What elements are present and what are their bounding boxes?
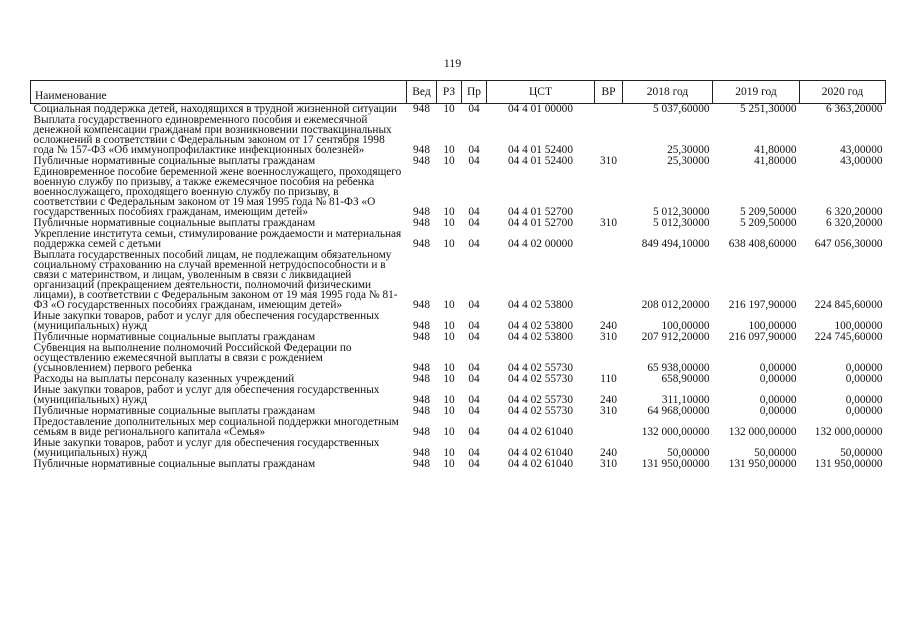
- row-value-2020: 224 745,60000: [814, 331, 883, 343]
- row-pr: 04: [468, 144, 480, 156]
- row-value-2019: 216 097,90000: [728, 331, 797, 343]
- row-value-2020: 131 950,00000: [814, 458, 883, 470]
- row-name: Выплата государственных пособий лицам, не подлежащим обязательному социальному страхованию на случай временной нетрудоспособности и в связи с материнством, и лицам, уволенным в связи с ликвидацией организаций (прекращением деятельности, полномочий физическими лицами), в соответствии с Федеральным законом от 19 мая 1995 года № 81-ФЗ «О государственных пособиях гражданам, имеющим детей»: [33, 249, 398, 311]
- header-cst: ЦСТ: [487, 81, 595, 104]
- row-vr: [595, 343, 623, 374]
- row-vr: 310: [600, 217, 617, 229]
- row-pr: 04: [468, 155, 480, 167]
- row-cst: 04 4 01 00000: [508, 103, 573, 115]
- row-value-2019: 5 251,30000: [740, 103, 797, 115]
- header-2018: 2018 год: [623, 81, 713, 104]
- row-vr: [595, 229, 623, 250]
- row-vr: 310: [600, 458, 617, 470]
- row-pr: 04: [468, 320, 480, 332]
- row-cst: 04 4 02 53800: [508, 320, 573, 332]
- row-vr: 110: [600, 373, 617, 385]
- row-value-2019: 100,00000: [748, 320, 797, 332]
- row-name: Публичные нормативные социальные выплаты гражданам: [33, 331, 316, 343]
- row-value-2020: 132 000,00000: [814, 426, 883, 438]
- row-cst: 04 4 02 55730: [508, 373, 573, 385]
- row-ved: 948: [413, 405, 430, 417]
- row-pr: 04: [468, 426, 480, 438]
- row-rz: 10: [443, 299, 455, 311]
- row-pr: 04: [468, 299, 480, 311]
- header-rz: РЗ: [437, 81, 462, 104]
- row-rz: 10: [443, 320, 455, 332]
- row-value-2019: 5 209,50000: [740, 217, 797, 229]
- row-pr: 04: [468, 238, 480, 250]
- row-value-2018: 132 000,00000: [641, 426, 710, 438]
- row-rz: 10: [443, 331, 455, 343]
- budget-table: [30, 80, 886, 470]
- row-cst: 04 4 02 61040: [508, 458, 573, 470]
- header-name: Наименование: [31, 81, 407, 104]
- row-vr: 240: [600, 447, 617, 459]
- row-vr: [595, 250, 623, 311]
- row-vr: [595, 167, 623, 218]
- row-value-2019: 0,00000: [759, 373, 797, 385]
- row-rz: 10: [443, 394, 455, 406]
- table-row: [31, 250, 886, 311]
- row-value-2020: 100,00000: [834, 320, 883, 332]
- row-cst: 04 4 02 55730: [508, 362, 573, 374]
- row-cst: 04 4 02 55730: [508, 405, 573, 417]
- row-name: Публичные нормативные социальные выплаты гражданам: [33, 458, 316, 470]
- row-vr: [595, 104, 623, 116]
- row-ved: 948: [413, 362, 430, 374]
- header-pr: Пр: [462, 81, 487, 104]
- table-row: [31, 343, 886, 374]
- row-value-2019: 50,00000: [754, 447, 797, 459]
- row-value-2019: 0,00000: [759, 362, 797, 374]
- row-value-2020: 6 320,20000: [826, 217, 883, 229]
- row-pr: 04: [468, 103, 480, 115]
- page-number: 119: [443, 56, 462, 70]
- row-name: Публичные нормативные социальные выплаты гражданам: [33, 405, 316, 417]
- row-cst: 04 4 02 61040: [508, 447, 573, 459]
- row-ved: 948: [413, 238, 430, 250]
- row-value-2019: 0,00000: [759, 405, 797, 417]
- row-name: Иные закупки товаров, работ и услуг для обеспечения государственных (муниципальных) нужд: [33, 437, 380, 459]
- row-value-2018: 311,10000: [661, 394, 710, 406]
- row-ved: 948: [413, 331, 430, 343]
- table-body: [31, 104, 886, 471]
- row-value-2019: 0,00000: [759, 394, 797, 406]
- row-rz: 10: [443, 217, 455, 229]
- row-pr: 04: [468, 217, 480, 229]
- row-value-2018: 5 012,30000: [653, 217, 710, 229]
- table-row: [31, 438, 886, 459]
- row-rz: 10: [443, 238, 455, 250]
- table-row: [31, 311, 886, 332]
- row-ved: 948: [413, 206, 430, 218]
- row-value-2018: 100,00000: [661, 320, 710, 332]
- table-row: [31, 385, 886, 406]
- row-vr: [595, 115, 623, 156]
- row-name: Публичные нормативные социальные выплаты гражданам: [33, 155, 316, 167]
- header-vr: ВР: [595, 81, 623, 104]
- row-rz: 10: [443, 144, 455, 156]
- row-value-2019: 41,80000: [754, 155, 797, 167]
- row-pr: 04: [468, 206, 480, 218]
- row-ved: 948: [413, 103, 430, 115]
- row-rz: 10: [443, 458, 455, 470]
- row-cst: 04 4 02 61040: [508, 426, 573, 438]
- header-2020: 2020 год: [800, 81, 886, 104]
- row-name: Расходы на выплаты персоналу казенных учреждений: [33, 373, 295, 385]
- table-row: [31, 459, 886, 470]
- row-name: Социальная поддержка детей, находящихся в трудной жизненной ситуации: [33, 103, 397, 115]
- row-cst: 04 4 01 52700: [508, 217, 573, 229]
- row-value-2018: 25,30000: [667, 144, 710, 156]
- row-name: Иные закупки товаров, работ и услуг для обеспечения государственных (муниципальных) нужд: [33, 310, 380, 332]
- row-ved: 948: [413, 320, 430, 332]
- row-value-2018: 65 938,00000: [647, 362, 710, 374]
- row-name: Предоставление дополнительных мер социальной поддержки многодетным семьям в виде регионального капитала «Семья»: [33, 416, 399, 438]
- row-value-2019: 131 950,00000: [728, 458, 797, 470]
- row-value-2018: 5 012,30000: [653, 206, 710, 218]
- row-value-2019: 132 000,00000: [728, 426, 797, 438]
- table-row: [31, 229, 886, 250]
- row-cst: 04 4 02 53800: [508, 331, 573, 343]
- table-row: [31, 417, 886, 438]
- row-value-2020: 6 363,20000: [826, 103, 883, 115]
- row-value-2020: 0,00000: [845, 405, 883, 417]
- row-rz: 10: [443, 206, 455, 218]
- row-cst: 04 4 01 52400: [508, 144, 573, 156]
- row-cst: 04 4 02 53800: [508, 299, 573, 311]
- row-value-2019: 5 209,50000: [740, 206, 797, 218]
- row-value-2018: 50,00000: [667, 447, 710, 459]
- table-row: [31, 115, 886, 156]
- row-value-2018: 64 968,00000: [647, 405, 710, 417]
- row-vr: [595, 417, 623, 438]
- row-vr: 310: [600, 405, 617, 417]
- row-rz: 10: [443, 155, 455, 167]
- row-value-2019: 41,80000: [754, 144, 797, 156]
- row-value-2020: 43,00000: [840, 144, 883, 156]
- row-ved: 948: [413, 394, 430, 406]
- row-rz: 10: [443, 362, 455, 374]
- row-ved: 948: [413, 217, 430, 229]
- row-value-2020: 224 845,60000: [814, 299, 883, 311]
- row-ved: 948: [413, 447, 430, 459]
- row-value-2018: 208 012,20000: [641, 299, 710, 311]
- row-cst: 04 4 02 55730: [508, 394, 573, 406]
- row-ved: 948: [413, 299, 430, 311]
- row-ved: 948: [413, 144, 430, 156]
- row-name: Иные закупки товаров, работ и услуг для обеспечения государственных (муниципальных) нужд: [33, 384, 380, 406]
- row-pr: 04: [468, 373, 480, 385]
- row-ved: 948: [413, 373, 430, 385]
- row-rz: 10: [443, 103, 455, 115]
- row-value-2019: 216 197,90000: [728, 299, 797, 311]
- row-cst: 04 4 02 00000: [508, 238, 573, 250]
- row-value-2020: 0,00000: [845, 373, 883, 385]
- row-value-2020: 0,00000: [845, 394, 883, 406]
- table-row: [31, 167, 886, 218]
- row-pr: 04: [468, 405, 480, 417]
- row-value-2019: 638 408,60000: [728, 238, 797, 250]
- row-ved: 948: [413, 155, 430, 167]
- row-value-2018: 25,30000: [667, 155, 710, 167]
- row-pr: 04: [468, 447, 480, 459]
- row-value-2020: 647 056,30000: [814, 238, 883, 250]
- table-header-row: [31, 81, 886, 104]
- row-rz: 10: [443, 426, 455, 438]
- row-name: Публичные нормативные социальные выплаты гражданам: [33, 217, 316, 229]
- header-2019: 2019 год: [713, 81, 800, 104]
- row-pr: 04: [468, 394, 480, 406]
- row-vr: 310: [600, 155, 617, 167]
- row-ved: 948: [413, 426, 430, 438]
- row-value-2020: 0,00000: [845, 362, 883, 374]
- row-pr: 04: [468, 362, 480, 374]
- row-pr: 04: [468, 458, 480, 470]
- row-value-2020: 43,00000: [840, 155, 883, 167]
- row-rz: 10: [443, 447, 455, 459]
- row-value-2018: 131 950,00000: [641, 458, 710, 470]
- row-vr: 240: [600, 394, 617, 406]
- row-value-2020: 50,00000: [840, 447, 883, 459]
- row-value-2018: 5 037,60000: [653, 103, 710, 115]
- row-name: Единовременное пособие беременной жене военнослужащего, проходящего военную службу по призыву, а также ежемесячное пособия на ребенка военнослужащего, проходящего военную службу по призыву, в соответствии с Федеральным законом от 19 мая 1995 года № 81-ФЗ «О государственных пособиях гражданам, имеющим детей»: [33, 166, 402, 218]
- row-cst: 04 4 01 52400: [508, 155, 573, 167]
- row-rz: 10: [443, 373, 455, 385]
- row-value-2018: 207 912,20000: [641, 331, 710, 343]
- row-value-2020: 6 320,20000: [826, 206, 883, 218]
- row-rz: 10: [443, 405, 455, 417]
- row-ved: 948: [413, 458, 430, 470]
- row-value-2018: 849 494,10000: [641, 238, 710, 250]
- row-vr: 310: [600, 331, 617, 343]
- row-pr: 04: [468, 331, 480, 343]
- header-ved: Вед: [407, 81, 437, 104]
- row-name: Субвенция на выполнение полномочий Российской Федерации по осуществлению ежемесячной выплаты в связи с рождением (усыновлением) первого ребенка: [33, 342, 352, 374]
- row-name: Укрепление института семьи, стимулирование рождаемости и материальная поддержка семей с детьми: [33, 228, 402, 250]
- row-vr: 240: [600, 320, 617, 332]
- row-value-2018: 658,90000: [661, 373, 710, 385]
- row-name: Выплата государственного единовременного пособия и ежемесячной денежной компенсации гражданам при возникновении поствакцинальных осложнений в соответствии с Федеральным законом от 17 сентября 1998 года № 157-ФЗ «Об иммунопрофилактике инфекционных болезней»: [33, 114, 392, 156]
- row-cst: 04 4 01 52700: [508, 206, 573, 218]
